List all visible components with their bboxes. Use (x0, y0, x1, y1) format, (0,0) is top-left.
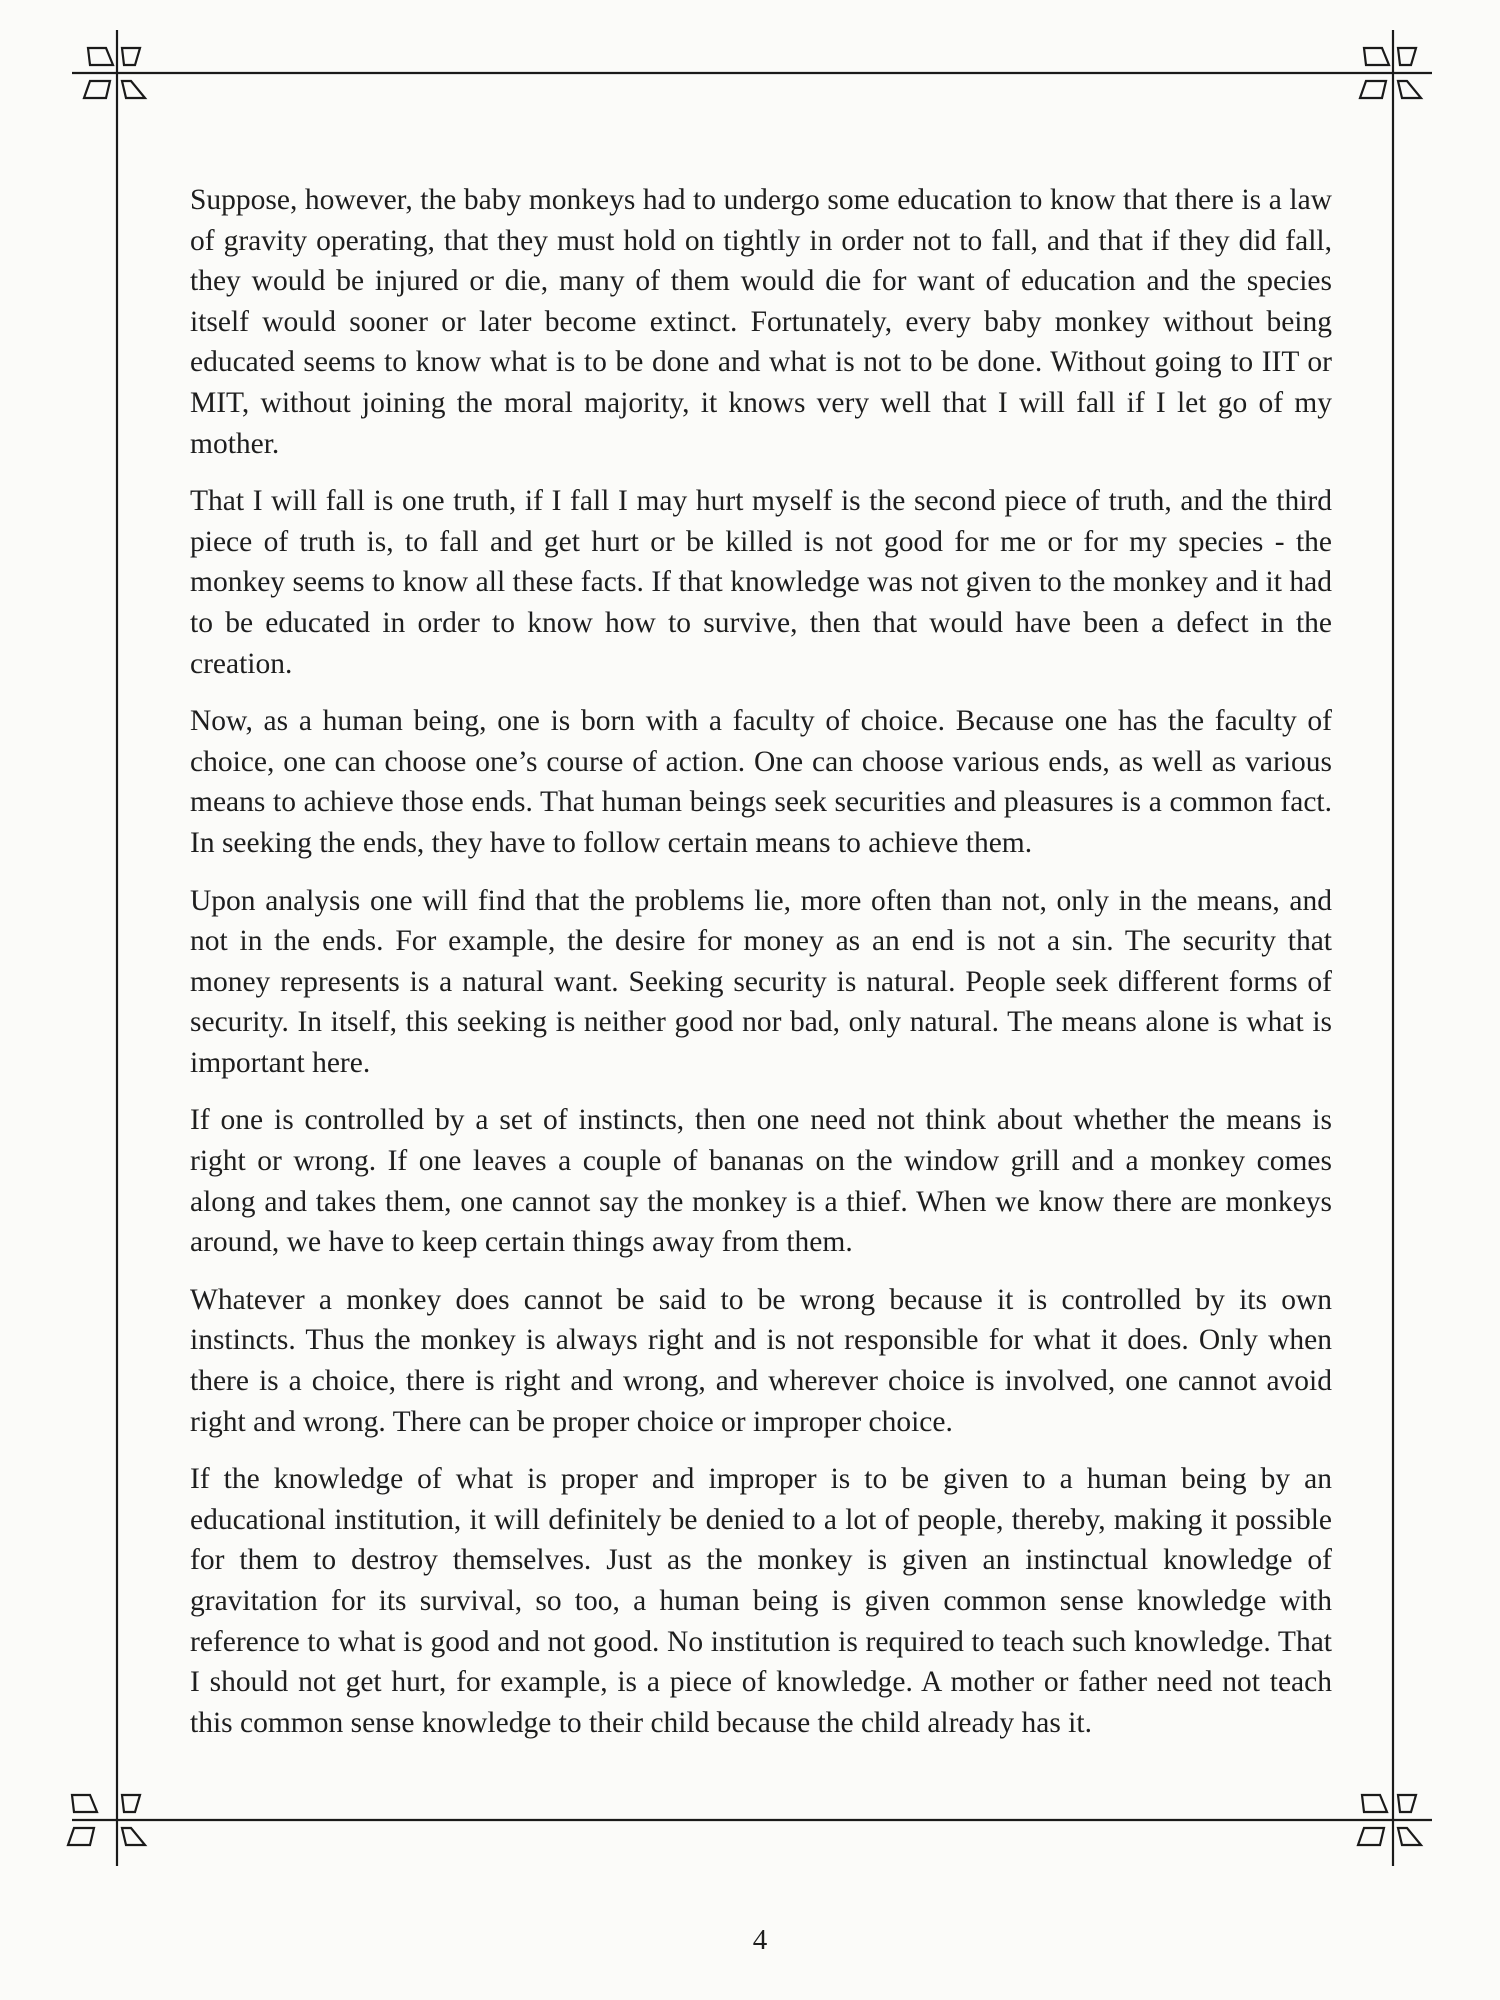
paragraph-7: If the knowledge of what is proper and improper is to be given to a human being by an educational institution, it will definitely be denied to a lot of people, thereby, making it possible for them to destroy themselves. Just as the monkey is given an instinctual knowledge of gravitation for its survival, so too, a human being is given common sense knowledge with reference to what is good and not good. No institution is required to teach such knowledge. That I should not get hurt, for example, is a piece of knowledge. A mother or father need not teach this common sense knowledge to their child because the child already has it. (190, 1463, 1332, 1739)
paragraph-5: If one is controlled by a set of instincts, then one need not think about whether the means is right or wrong. If one leaves a couple of bananas on the window grill and a monkey comes along and takes them, one cannot say the monkey is a thief. When we know there are monkeys around, we have to keep certain things away from them. (190, 1104, 1332, 1259)
paragraph-1: Suppose, however, the baby monkeys had to undergo some education to know that there is a law of gravity operating, that they must hold on tightly in order not to fall, and that if they did fall, they would be injured or die, many of them would die for want of education and the species itself would sooner or later become extinct. Fortunately, every baby monkey without being educated seems to know what is to be done and what is not to be done. Without going to IIT or MIT, without joining the moral majority, it knows very well that I will fall if I let go of my mother. (190, 184, 1332, 460)
body-text (190, 180, 1332, 1760)
paragraph-6: Whatever a monkey does cannot be said to be wrong because it is controlled by its own instincts. Thus the monkey is always right and is not responsible for what it does. Only when there is a choice, there is right and wrong, and wherever choice is involved, one cannot avoid right and wrong. There can be proper choice or improper choice. (190, 1283, 1332, 1438)
paragraph-3: Now, as a human being, one is born with a faculty of choice. Because one has the faculty of choice, one can choose one’s course of action. One can choose various ends, as well as various means to achieve those ends. That human beings seek securities and pleasures is a common fact. In seeking the ends, they have to follow certain means to achieve them. (190, 705, 1332, 859)
paragraph-2: That I will fall is one truth, if I fall I may hurt myself is the second piece of truth, and the third piece of truth is, to fall and get hurt or be killed is not good for me or for my species - the monkey seems to know all these facts. If that knowledge was not given to the monkey and it had to be educated in order to know how to survive, then that would have been a defect in the creation. (190, 485, 1332, 680)
paragraph-4: Upon analysis one will find that the problems lie, more often than not, only in the means, and not in the ends. For example, the desire for money as an end is not a sin. The security that money represents is a natural want. Seeking security is natural. People seek different forms of security. In itself, this seeking is neither good nor bad, only natural. The means alone is what is important here. (190, 884, 1332, 1079)
page-number: 4 (752, 1924, 768, 1956)
